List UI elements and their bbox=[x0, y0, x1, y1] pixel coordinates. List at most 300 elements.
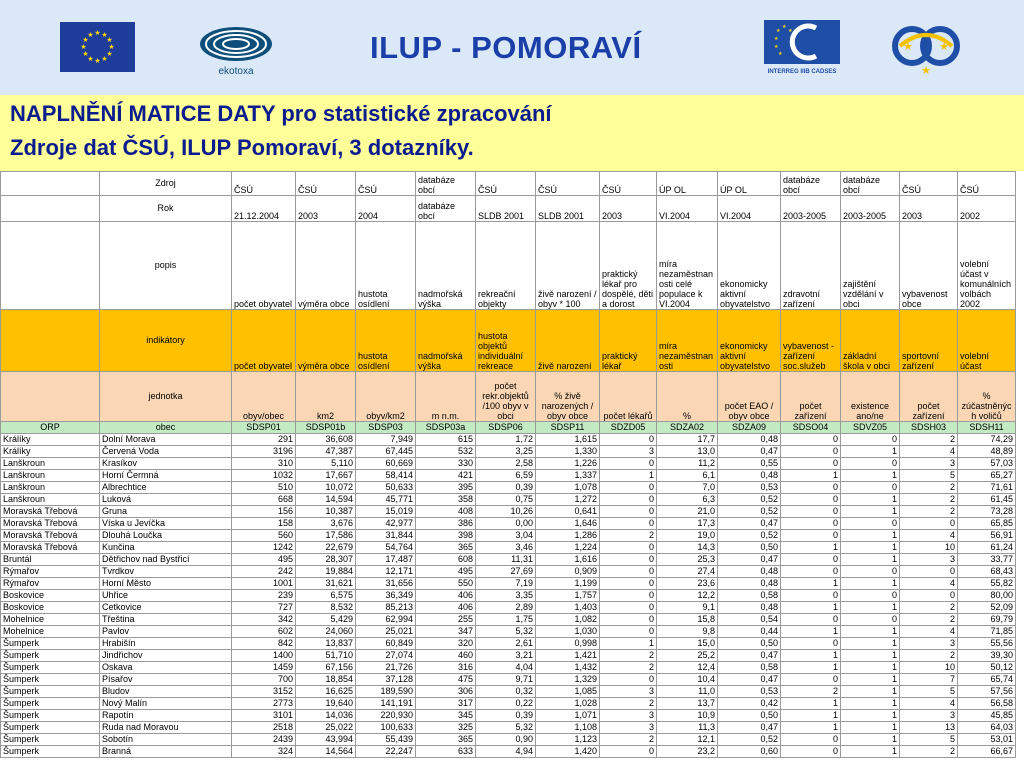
value-cell[interactable]: 406 bbox=[416, 602, 476, 614]
obec-cell[interactable]: Horní Čermná bbox=[100, 470, 232, 482]
value-cell[interactable]: 1,108 bbox=[536, 722, 600, 734]
orp-cell[interactable]: Šumperk bbox=[1, 710, 100, 722]
value-cell[interactable]: 1 bbox=[841, 734, 900, 746]
indicator-code-cell[interactable]: SDSP01b bbox=[296, 422, 356, 434]
empty-cell[interactable] bbox=[1, 196, 100, 222]
value-cell[interactable]: 8,532 bbox=[296, 602, 356, 614]
value-cell[interactable]: 1 bbox=[600, 638, 657, 650]
value-cell[interactable]: 2439 bbox=[232, 734, 296, 746]
value-cell[interactable]: 0 bbox=[781, 734, 841, 746]
orp-cell[interactable]: Králíky bbox=[1, 434, 100, 446]
value-cell[interactable]: 0 bbox=[841, 434, 900, 446]
value-cell[interactable]: 1,421 bbox=[536, 650, 600, 662]
value-cell[interactable]: 727 bbox=[232, 602, 296, 614]
value-cell[interactable]: 10,9 bbox=[657, 710, 718, 722]
value-cell[interactable]: 0 bbox=[781, 638, 841, 650]
value-cell[interactable]: 1,123 bbox=[536, 734, 600, 746]
indicator-code-cell[interactable]: SDSH11 bbox=[958, 422, 1016, 434]
header-cell[interactable]: SLDB 2001 bbox=[536, 196, 600, 222]
value-cell[interactable]: 10,072 bbox=[296, 482, 356, 494]
value-cell[interactable]: 58,414 bbox=[356, 470, 416, 482]
value-cell[interactable]: 13,7 bbox=[657, 698, 718, 710]
value-cell[interactable]: 65,74 bbox=[958, 674, 1016, 686]
orp-cell[interactable]: Šumperk bbox=[1, 686, 100, 698]
value-cell[interactable]: 68,43 bbox=[958, 566, 1016, 578]
header-cell[interactable]: živě narození bbox=[536, 310, 600, 372]
value-cell[interactable]: 1 bbox=[781, 662, 841, 674]
value-cell[interactable]: 3,04 bbox=[476, 530, 536, 542]
header-cell[interactable]: 2004 bbox=[356, 196, 416, 222]
value-cell[interactable]: 395 bbox=[416, 482, 476, 494]
value-cell[interactable]: 1,615 bbox=[536, 434, 600, 446]
header-cell[interactable]: ČSÚ bbox=[356, 172, 416, 196]
value-cell[interactable]: 17,7 bbox=[657, 434, 718, 446]
value-cell[interactable]: 48,89 bbox=[958, 446, 1016, 458]
value-cell[interactable]: 700 bbox=[232, 674, 296, 686]
value-cell[interactable]: 1 bbox=[781, 542, 841, 554]
value-cell[interactable]: 4 bbox=[900, 578, 958, 590]
value-cell[interactable]: 10 bbox=[900, 542, 958, 554]
header-cell[interactable]: sportovní zařízení bbox=[900, 310, 958, 372]
value-cell[interactable]: 69,79 bbox=[958, 614, 1016, 626]
obec-cell[interactable]: Víska u Jevíčka bbox=[100, 518, 232, 530]
value-cell[interactable]: 2,89 bbox=[476, 602, 536, 614]
indicator-code-cell[interactable]: SDZA09 bbox=[718, 422, 781, 434]
value-cell[interactable]: 0 bbox=[600, 566, 657, 578]
obec-cell[interactable]: Krasíkov bbox=[100, 458, 232, 470]
value-cell[interactable]: 1 bbox=[841, 722, 900, 734]
value-cell[interactable]: 342 bbox=[232, 614, 296, 626]
indicator-code-cell[interactable]: SDSP03a bbox=[416, 422, 476, 434]
header-cell[interactable]: volební účast bbox=[958, 310, 1016, 372]
obec-cell[interactable]: Dlouhá Loučka bbox=[100, 530, 232, 542]
value-cell[interactable]: 0,50 bbox=[718, 638, 781, 650]
orp-cell[interactable]: Šumperk bbox=[1, 674, 100, 686]
orp-cell[interactable]: Moravská Třebová bbox=[1, 506, 100, 518]
header-cell[interactable]: hustota objektů individuální rekreace bbox=[476, 310, 536, 372]
value-cell[interactable]: 0,60 bbox=[718, 746, 781, 758]
value-cell[interactable]: 36,608 bbox=[296, 434, 356, 446]
header-cell[interactable]: počet obyvatel bbox=[232, 222, 296, 310]
header-cell[interactable]: ÚP OL bbox=[718, 172, 781, 196]
header-cell[interactable]: SLDB 2001 bbox=[476, 196, 536, 222]
value-cell[interactable]: 25,3 bbox=[657, 554, 718, 566]
value-cell[interactable]: 22,679 bbox=[296, 542, 356, 554]
value-cell[interactable]: 0,75 bbox=[476, 494, 536, 506]
value-cell[interactable]: 57,03 bbox=[958, 458, 1016, 470]
orp-cell[interactable]: Moravská Třebová bbox=[1, 542, 100, 554]
value-cell[interactable]: 1,757 bbox=[536, 590, 600, 602]
value-cell[interactable]: 0,48 bbox=[718, 566, 781, 578]
value-cell[interactable]: 408 bbox=[416, 506, 476, 518]
value-cell[interactable]: 4 bbox=[900, 698, 958, 710]
header-cell[interactable]: ČSÚ bbox=[900, 172, 958, 196]
value-cell[interactable]: 6,3 bbox=[657, 494, 718, 506]
indicator-code-cell[interactable]: SDSP03 bbox=[356, 422, 416, 434]
value-cell[interactable]: 608 bbox=[416, 554, 476, 566]
value-cell[interactable]: 39,30 bbox=[958, 650, 1016, 662]
header-cell[interactable]: výměra obce bbox=[296, 222, 356, 310]
value-cell[interactable]: 23,2 bbox=[657, 746, 718, 758]
value-cell[interactable]: 0 bbox=[600, 518, 657, 530]
value-cell[interactable]: 0,52 bbox=[718, 734, 781, 746]
value-cell[interactable]: 45,771 bbox=[356, 494, 416, 506]
orp-cell[interactable]: Lanškroun bbox=[1, 494, 100, 506]
value-cell[interactable]: 71,61 bbox=[958, 482, 1016, 494]
value-cell[interactable]: 1 bbox=[781, 470, 841, 482]
value-cell[interactable]: 23,6 bbox=[657, 578, 718, 590]
value-cell[interactable]: 0,52 bbox=[718, 530, 781, 542]
value-cell[interactable]: 9,71 bbox=[476, 674, 536, 686]
value-cell[interactable]: 0 bbox=[600, 578, 657, 590]
value-cell[interactable]: 66,67 bbox=[958, 746, 1016, 758]
header-cell[interactable]: ČSÚ bbox=[600, 172, 657, 196]
value-cell[interactable]: 5,429 bbox=[296, 614, 356, 626]
value-cell[interactable]: 1,329 bbox=[536, 674, 600, 686]
value-cell[interactable]: 1,082 bbox=[536, 614, 600, 626]
obec-cell[interactable]: Cetkovice bbox=[100, 602, 232, 614]
value-cell[interactable]: 320 bbox=[416, 638, 476, 650]
value-cell[interactable]: 0,54 bbox=[718, 614, 781, 626]
obec-cell[interactable]: Albrechtice bbox=[100, 482, 232, 494]
value-cell[interactable]: 1,028 bbox=[536, 698, 600, 710]
value-cell[interactable]: 2 bbox=[900, 650, 958, 662]
value-cell[interactable]: 1459 bbox=[232, 662, 296, 674]
value-cell[interactable]: 5,32 bbox=[476, 722, 536, 734]
value-cell[interactable]: 19,0 bbox=[657, 530, 718, 542]
value-cell[interactable]: 0,39 bbox=[476, 482, 536, 494]
value-cell[interactable]: 0 bbox=[900, 566, 958, 578]
value-cell[interactable]: 0 bbox=[781, 458, 841, 470]
value-cell[interactable]: 0 bbox=[900, 590, 958, 602]
value-cell[interactable]: 5,110 bbox=[296, 458, 356, 470]
orp-cell[interactable]: Šumperk bbox=[1, 638, 100, 650]
value-cell[interactable]: 1,337 bbox=[536, 470, 600, 482]
value-cell[interactable]: 2 bbox=[900, 506, 958, 518]
value-cell[interactable]: 0,47 bbox=[718, 446, 781, 458]
value-cell[interactable]: 2 bbox=[900, 602, 958, 614]
value-cell[interactable]: 0 bbox=[600, 674, 657, 686]
value-cell[interactable]: 25,021 bbox=[356, 626, 416, 638]
header-cell[interactable]: základní škola v obci bbox=[841, 310, 900, 372]
value-cell[interactable]: 1,199 bbox=[536, 578, 600, 590]
value-cell[interactable]: 3 bbox=[900, 638, 958, 650]
obec-cell[interactable]: Nový Malín bbox=[100, 698, 232, 710]
header-cell[interactable]: vybavenost - zařízení soc.služeb bbox=[781, 310, 841, 372]
header-cell[interactable]: míra nezaměstnanosti bbox=[657, 310, 718, 372]
value-cell[interactable]: 0,47 bbox=[718, 650, 781, 662]
value-cell[interactable]: 15,019 bbox=[356, 506, 416, 518]
value-cell[interactable]: 0,32 bbox=[476, 686, 536, 698]
header-cell[interactable]: počet EAO / obyv obce bbox=[718, 372, 781, 422]
value-cell[interactable]: 1 bbox=[841, 542, 900, 554]
obec-cell[interactable]: Ruda nad Moravou bbox=[100, 722, 232, 734]
value-cell[interactable]: 4 bbox=[900, 530, 958, 542]
value-cell[interactable]: 1 bbox=[781, 578, 841, 590]
value-cell[interactable]: 1 bbox=[781, 602, 841, 614]
header-cell[interactable]: % bbox=[657, 372, 718, 422]
value-cell[interactable]: 3,676 bbox=[296, 518, 356, 530]
header-cell[interactable]: výměra obce bbox=[296, 310, 356, 372]
value-cell[interactable]: 33,77 bbox=[958, 554, 1016, 566]
empty-cell[interactable] bbox=[1, 222, 100, 310]
value-cell[interactable]: 3 bbox=[600, 710, 657, 722]
value-cell[interactable]: 62,994 bbox=[356, 614, 416, 626]
header-cell[interactable]: ČSÚ bbox=[232, 172, 296, 196]
value-cell[interactable]: 2 bbox=[900, 482, 958, 494]
value-cell[interactable]: 0 bbox=[600, 602, 657, 614]
value-cell[interactable]: 2,58 bbox=[476, 458, 536, 470]
value-cell[interactable]: 0 bbox=[781, 554, 841, 566]
header-cell[interactable]: VI.2004 bbox=[657, 196, 718, 222]
value-cell[interactable]: 4 bbox=[900, 626, 958, 638]
value-cell[interactable]: 325 bbox=[416, 722, 476, 734]
value-cell[interactable]: 330 bbox=[416, 458, 476, 470]
value-cell[interactable]: 4,94 bbox=[476, 746, 536, 758]
value-cell[interactable]: 3 bbox=[600, 686, 657, 698]
value-cell[interactable]: 347 bbox=[416, 626, 476, 638]
orp-cell[interactable]: Moravská Třebová bbox=[1, 530, 100, 542]
value-cell[interactable]: 57,56 bbox=[958, 686, 1016, 698]
value-cell[interactable]: 11,3 bbox=[657, 722, 718, 734]
value-cell[interactable]: 1 bbox=[841, 554, 900, 566]
orp-cell[interactable]: Mohelnice bbox=[1, 614, 100, 626]
value-cell[interactable]: 50,12 bbox=[958, 662, 1016, 674]
value-cell[interactable]: 158 bbox=[232, 518, 296, 530]
value-cell[interactable]: 0 bbox=[781, 446, 841, 458]
value-cell[interactable]: 255 bbox=[416, 614, 476, 626]
value-cell[interactable]: 2 bbox=[600, 662, 657, 674]
value-cell[interactable]: 0,39 bbox=[476, 710, 536, 722]
value-cell[interactable]: 2 bbox=[600, 698, 657, 710]
value-cell[interactable]: 65,85 bbox=[958, 518, 1016, 530]
value-cell[interactable]: 324 bbox=[232, 746, 296, 758]
value-cell[interactable]: 0,52 bbox=[718, 506, 781, 518]
value-cell[interactable]: 7,19 bbox=[476, 578, 536, 590]
value-cell[interactable]: 12,171 bbox=[356, 566, 416, 578]
value-cell[interactable]: 1,286 bbox=[536, 530, 600, 542]
value-cell[interactable]: 1,75 bbox=[476, 614, 536, 626]
header-cell[interactable]: počet lékařů bbox=[600, 372, 657, 422]
value-cell[interactable]: 55,82 bbox=[958, 578, 1016, 590]
value-cell[interactable]: 0,48 bbox=[718, 434, 781, 446]
value-cell[interactable]: 1 bbox=[841, 650, 900, 662]
value-cell[interactable]: 1 bbox=[841, 674, 900, 686]
value-cell[interactable]: 43,994 bbox=[296, 734, 356, 746]
header-cell[interactable]: živě narození / obyv * 100 bbox=[536, 222, 600, 310]
value-cell[interactable]: 3 bbox=[600, 722, 657, 734]
value-cell[interactable]: 51,710 bbox=[296, 650, 356, 662]
orp-cell[interactable]: Rýmařov bbox=[1, 578, 100, 590]
value-cell[interactable]: 56,58 bbox=[958, 698, 1016, 710]
value-cell[interactable]: 3 bbox=[900, 458, 958, 470]
value-cell[interactable]: 3196 bbox=[232, 446, 296, 458]
value-cell[interactable]: 239 bbox=[232, 590, 296, 602]
value-cell[interactable]: 5 bbox=[900, 686, 958, 698]
value-cell[interactable]: 0 bbox=[781, 482, 841, 494]
value-cell[interactable]: 61,45 bbox=[958, 494, 1016, 506]
value-cell[interactable]: 12,1 bbox=[657, 734, 718, 746]
value-cell[interactable]: 602 bbox=[232, 626, 296, 638]
header-cell[interactable]: obyv/obec bbox=[232, 372, 296, 422]
value-cell[interactable]: 0 bbox=[600, 506, 657, 518]
value-cell[interactable]: 0 bbox=[600, 746, 657, 758]
obec-cell[interactable]: Třeština bbox=[100, 614, 232, 626]
obec-cell[interactable]: Rapotín bbox=[100, 710, 232, 722]
orp-cell[interactable]: Šumperk bbox=[1, 722, 100, 734]
header-cell[interactable]: hustota osídlení bbox=[356, 310, 416, 372]
value-cell[interactable]: 668 bbox=[232, 494, 296, 506]
value-cell[interactable]: 0,22 bbox=[476, 698, 536, 710]
value-cell[interactable]: 2 bbox=[600, 650, 657, 662]
obec-cell[interactable]: Oskava bbox=[100, 662, 232, 674]
header-cell[interactable]: míra nezaměstnanosti celé populace k VI.2004 bbox=[657, 222, 718, 310]
value-cell[interactable]: 6,575 bbox=[296, 590, 356, 602]
orp-cell[interactable]: Králíky bbox=[1, 446, 100, 458]
value-cell[interactable]: 0 bbox=[600, 482, 657, 494]
value-cell[interactable]: 310 bbox=[232, 458, 296, 470]
orp-cell[interactable]: Šumperk bbox=[1, 734, 100, 746]
value-cell[interactable]: 1 bbox=[841, 746, 900, 758]
value-cell[interactable]: 2773 bbox=[232, 698, 296, 710]
value-cell[interactable]: 1 bbox=[841, 686, 900, 698]
header-cell[interactable]: % živě narozených / obyv obce bbox=[536, 372, 600, 422]
obec-cell[interactable]: Hrabišín bbox=[100, 638, 232, 650]
obec-cell[interactable]: Dětřichov nad Bystřicí bbox=[100, 554, 232, 566]
value-cell[interactable]: 0 bbox=[841, 566, 900, 578]
value-cell[interactable]: 4 bbox=[900, 446, 958, 458]
obec-cell[interactable]: Bludov bbox=[100, 686, 232, 698]
header-cell[interactable]: ČSÚ bbox=[536, 172, 600, 196]
value-cell[interactable]: 1 bbox=[841, 530, 900, 542]
value-cell[interactable]: 306 bbox=[416, 686, 476, 698]
value-cell[interactable]: 60,849 bbox=[356, 638, 416, 650]
value-cell[interactable]: 3152 bbox=[232, 686, 296, 698]
value-cell[interactable]: 0,47 bbox=[718, 722, 781, 734]
value-cell[interactable]: 64,03 bbox=[958, 722, 1016, 734]
header-cell[interactable]: nadmořská výška bbox=[416, 222, 476, 310]
value-cell[interactable]: 3,35 bbox=[476, 590, 536, 602]
value-cell[interactable]: 53,01 bbox=[958, 734, 1016, 746]
value-cell[interactable]: 14,3 bbox=[657, 542, 718, 554]
value-cell[interactable]: 1,085 bbox=[536, 686, 600, 698]
value-cell[interactable]: 1,226 bbox=[536, 458, 600, 470]
value-cell[interactable]: 0 bbox=[781, 566, 841, 578]
orp-cell[interactable]: Boskovice bbox=[1, 590, 100, 602]
orp-cell[interactable]: Šumperk bbox=[1, 650, 100, 662]
value-cell[interactable]: 0 bbox=[600, 554, 657, 566]
indicator-code-cell[interactable]: SDSO04 bbox=[781, 422, 841, 434]
value-cell[interactable]: 0 bbox=[781, 590, 841, 602]
value-cell[interactable]: 14,594 bbox=[296, 494, 356, 506]
value-cell[interactable]: 365 bbox=[416, 734, 476, 746]
column-header-obec[interactable]: obec bbox=[100, 422, 232, 434]
value-cell[interactable]: 189,590 bbox=[356, 686, 416, 698]
obec-cell[interactable]: Jindřichov bbox=[100, 650, 232, 662]
value-cell[interactable]: 71,85 bbox=[958, 626, 1016, 638]
value-cell[interactable]: 1,72 bbox=[476, 434, 536, 446]
value-cell[interactable]: 0 bbox=[781, 530, 841, 542]
orp-cell[interactable]: Šumperk bbox=[1, 698, 100, 710]
header-cell[interactable]: nadmořská výška bbox=[416, 310, 476, 372]
value-cell[interactable]: 0 bbox=[600, 458, 657, 470]
header-cell[interactable]: % zúčastněných voličů bbox=[958, 372, 1016, 422]
value-cell[interactable]: 11,31 bbox=[476, 554, 536, 566]
indicator-code-cell[interactable]: SDVZ05 bbox=[841, 422, 900, 434]
value-cell[interactable]: 0,47 bbox=[718, 518, 781, 530]
value-cell[interactable]: 17,586 bbox=[296, 530, 356, 542]
orp-cell[interactable]: Lanškroun bbox=[1, 458, 100, 470]
value-cell[interactable]: 13,0 bbox=[657, 446, 718, 458]
value-cell[interactable]: 0,47 bbox=[718, 554, 781, 566]
value-cell[interactable]: 1001 bbox=[232, 578, 296, 590]
value-cell[interactable]: 42,977 bbox=[356, 518, 416, 530]
value-cell[interactable]: 0,00 bbox=[476, 518, 536, 530]
value-cell[interactable]: 1 bbox=[600, 470, 657, 482]
value-cell[interactable]: 242 bbox=[232, 566, 296, 578]
value-cell[interactable]: 1,272 bbox=[536, 494, 600, 506]
value-cell[interactable]: 0,47 bbox=[718, 674, 781, 686]
value-cell[interactable]: 5 bbox=[900, 470, 958, 482]
header-cell[interactable]: 2003 bbox=[600, 196, 657, 222]
header-cell[interactable]: zajištění vzdělání v obci bbox=[841, 222, 900, 310]
value-cell[interactable]: 14,564 bbox=[296, 746, 356, 758]
header-cell[interactable]: databáze obcí bbox=[781, 172, 841, 196]
header-cell[interactable]: počet obyvatel bbox=[232, 310, 296, 372]
value-cell[interactable]: 6,1 bbox=[657, 470, 718, 482]
obec-cell[interactable]: Červená Voda bbox=[100, 446, 232, 458]
indicator-code-cell[interactable]: SDSH03 bbox=[900, 422, 958, 434]
empty-cell[interactable] bbox=[1, 310, 100, 372]
value-cell[interactable]: 0,42 bbox=[718, 698, 781, 710]
value-cell[interactable]: 560 bbox=[232, 530, 296, 542]
value-cell[interactable]: 510 bbox=[232, 482, 296, 494]
orp-cell[interactable]: Lanškroun bbox=[1, 470, 100, 482]
header-cell[interactable]: 2003-2005 bbox=[841, 196, 900, 222]
value-cell[interactable]: 1,330 bbox=[536, 446, 600, 458]
value-cell[interactable]: 2 bbox=[900, 614, 958, 626]
value-cell[interactable]: 1,030 bbox=[536, 626, 600, 638]
orp-cell[interactable]: Boskovice bbox=[1, 602, 100, 614]
obec-cell[interactable]: Tvrdkov bbox=[100, 566, 232, 578]
value-cell[interactable]: 0 bbox=[600, 614, 657, 626]
value-cell[interactable]: 0 bbox=[900, 518, 958, 530]
header-cell[interactable]: m n.m. bbox=[416, 372, 476, 422]
row-label-cell[interactable]: Zdroj bbox=[100, 172, 232, 196]
value-cell[interactable]: 7,949 bbox=[356, 434, 416, 446]
value-cell[interactable]: 5 bbox=[900, 734, 958, 746]
value-cell[interactable]: 1,078 bbox=[536, 482, 600, 494]
value-cell[interactable]: 0,53 bbox=[718, 482, 781, 494]
value-cell[interactable]: 60,669 bbox=[356, 458, 416, 470]
value-cell[interactable]: 365 bbox=[416, 542, 476, 554]
value-cell[interactable]: 9,8 bbox=[657, 626, 718, 638]
value-cell[interactable]: 15,8 bbox=[657, 614, 718, 626]
value-cell[interactable]: 141,191 bbox=[356, 698, 416, 710]
value-cell[interactable]: 54,764 bbox=[356, 542, 416, 554]
value-cell[interactable]: 0,641 bbox=[536, 506, 600, 518]
header-cell[interactable]: počet zařízení bbox=[900, 372, 958, 422]
header-cell[interactable]: 21.12.2004 bbox=[232, 196, 296, 222]
value-cell[interactable]: 13,837 bbox=[296, 638, 356, 650]
value-cell[interactable]: 10,4 bbox=[657, 674, 718, 686]
value-cell[interactable]: 1 bbox=[841, 710, 900, 722]
value-cell[interactable]: 0,50 bbox=[718, 542, 781, 554]
header-cell[interactable]: databáze obcí bbox=[416, 196, 476, 222]
orp-cell[interactable]: Lanškroun bbox=[1, 482, 100, 494]
value-cell[interactable]: 532 bbox=[416, 446, 476, 458]
value-cell[interactable]: 27,69 bbox=[476, 566, 536, 578]
